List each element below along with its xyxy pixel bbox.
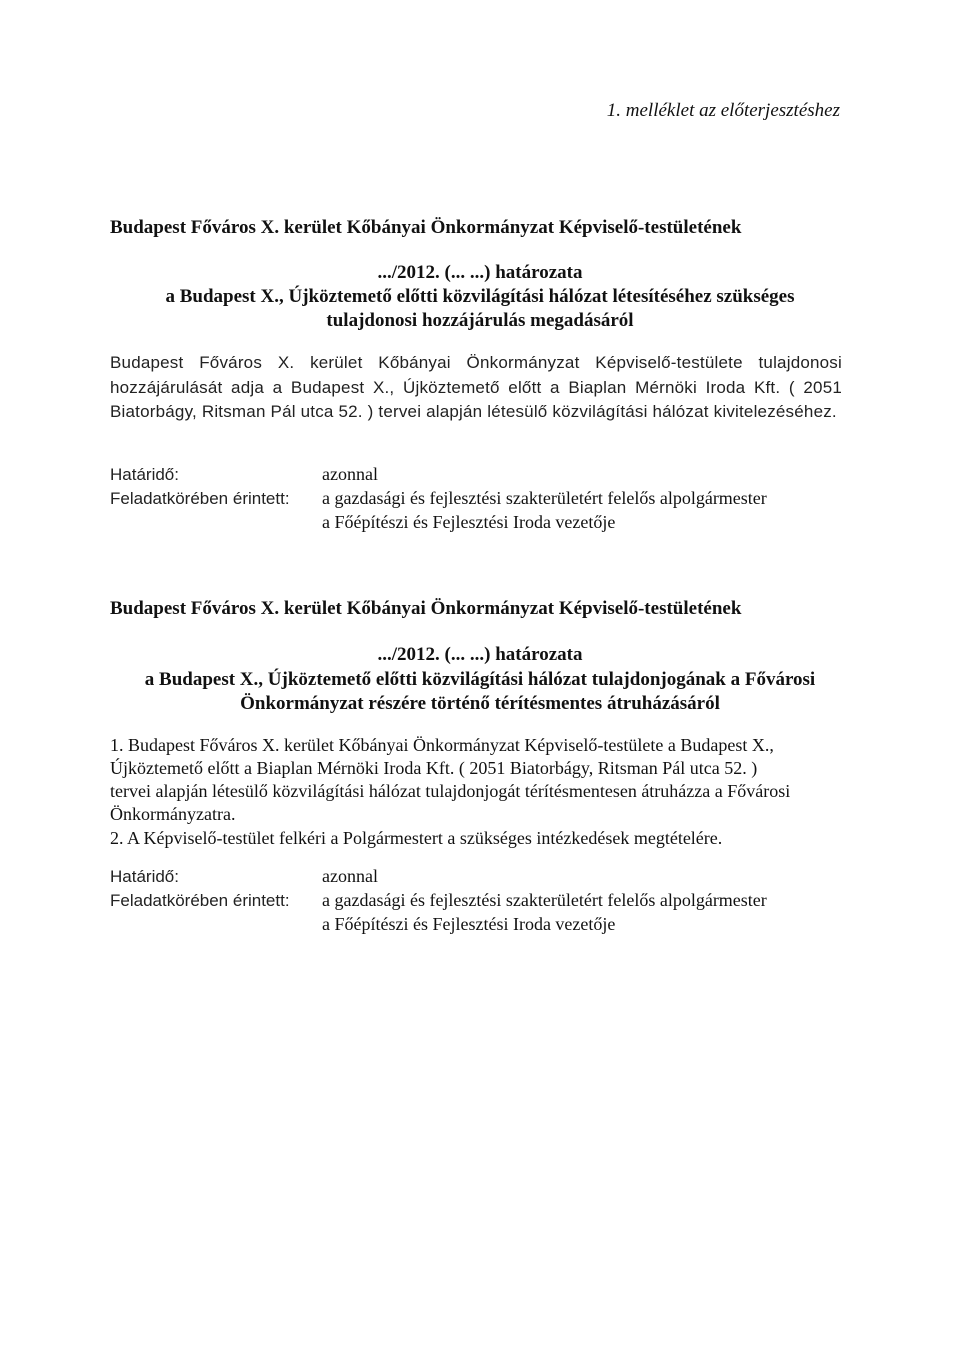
responsible-value: a Főépítészi és Fejlesztési Iroda vezetője [322,914,616,934]
resolution-number: .../2012. (... ...) határozata [377,262,583,283]
institution-heading: Budapest Főváros X. kerület Kőbányai Önkormányzat Képviselő-testületének [110,217,742,238]
resolution-number: .../2012. (... ...) határozata [377,644,583,665]
item-2: 2. A Képviselő-testület felkéri a Polgármestert a szükséges intézkedések megtételére. [110,828,723,848]
deadline-label: Határidő: [110,465,179,484]
item-1-line: 1. Budapest Főváros X. kerület Kőbányai Önkormányzat Képviselő-testülete a Budapest X., [110,735,774,755]
deadline-value: azonnal [322,464,378,484]
item-1-line: Önkormányzatra. [110,804,236,824]
resolution-subject-line-1: a Budapest X., Újköztemető előtti közvilágítási hálózat tulajdonjogának a Fővárosi [144,669,816,690]
responsible-value: a gazdasági és fejlesztési szakterületért felelős alpolgármester [322,890,767,910]
responsible-label: Feladatkörében érintett: [110,489,290,508]
resolution-subject-line-2: tulajdonosi hozzájárulás megadásáról [326,310,634,331]
annex-label: 1. melléklet az előterjesztéshez [606,100,840,121]
responsible-value: a gazdasági és fejlesztési szakterületért felelős alpolgármester [322,488,767,508]
institution-heading: Budapest Főváros X. kerület Kőbányai Önkormányzat Képviselő-testületének [110,598,742,619]
deadline-label: Határidő: [110,867,179,886]
responsible-label: Feladatkörében érintett: [110,891,290,910]
resolution-body: Budapest Főváros X. kerület Kőbányai Önkormányzat Képviselő-testülete tulajdonosi hozzájárulását adja a Budapest X., Újköztemető előtt a Biaplan Mérnöki Iroda Kft. ( 2051 Biatorbágy, Ritsman Pál utca 52. ) tervei alapján létesülő közvilágítási hálózat kivitelezéséhez. [110,353,842,421]
item-1-line: tervei alapján létesülő közvilágítási hálózat tulajdonjogát térítésmentesen átruházza a Fővárosi [110,781,791,801]
resolution-subject-line-1: a Budapest X., Újköztemető előtti közvilágítási hálózat létesítéséhez szükséges [165,286,795,307]
deadline-value: azonnal [322,866,378,886]
resolution-subject-line-2: Önkormányzat részére történő térítésmentes átruházásáról [240,693,720,714]
item-1-line: Újköztemető előtt a Biaplan Mérnöki Iroda Kft. ( 2051 Biatorbágy, Ritsman Pál utca 52. ) [110,758,758,778]
responsible-value: a Főépítészi és Fejlesztési Iroda vezetője [322,512,616,532]
